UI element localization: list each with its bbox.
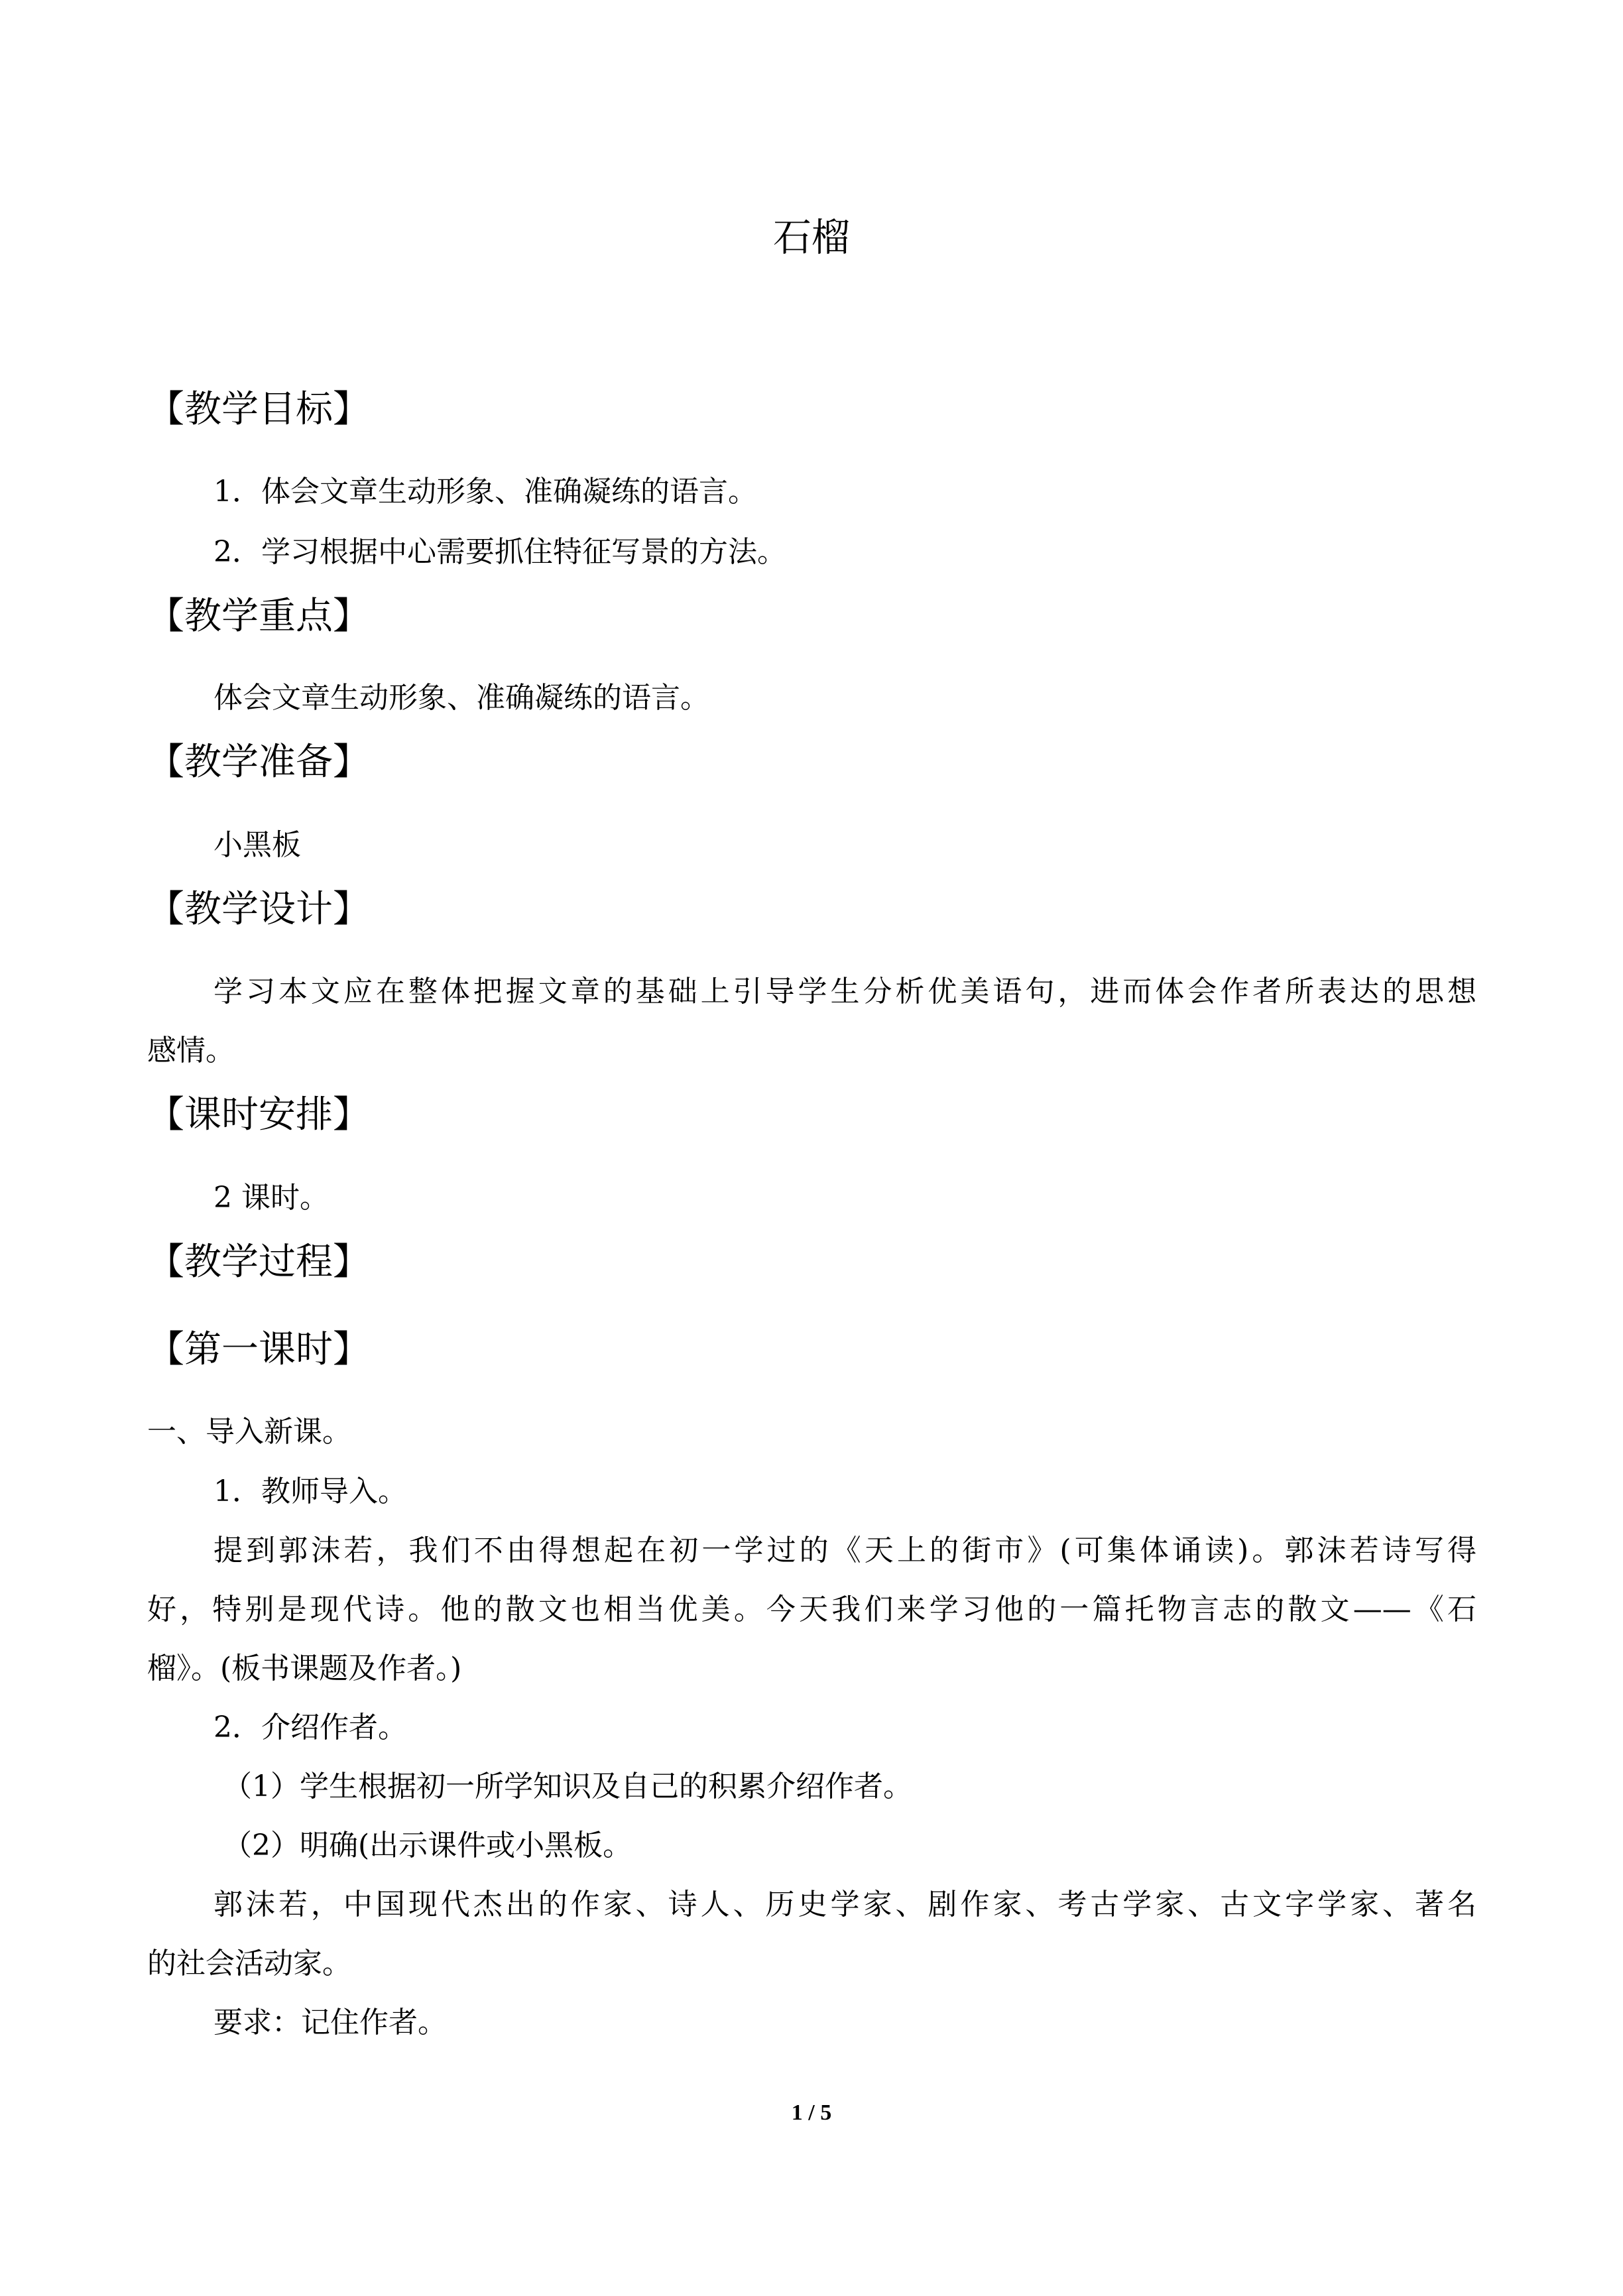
requirement-text: 要求：记住作者。 bbox=[213, 2006, 447, 2039]
section-heading-process: 【教学过程】 bbox=[147, 1240, 370, 1284]
intro-paragraph-line-2: 好，特别是现代诗。他的散文也相当优美。今天我们来学习他的一篇托物言志的散文——《石 bbox=[147, 1593, 1476, 1626]
section-heading-design: 【教学设计】 bbox=[147, 888, 370, 931]
design-text-line-2: 感情。 bbox=[147, 1034, 235, 1067]
document-title: 石榴 bbox=[772, 215, 850, 260]
preparation-text: 小黑板 bbox=[213, 828, 301, 862]
section-heading-lesson-1: 【第一课时】 bbox=[147, 1328, 370, 1371]
schedule-text: 2 课时。 bbox=[213, 1181, 329, 1215]
objective-item-2: 2．学习根据中心需要抓住特征写景的方法。 bbox=[213, 535, 786, 569]
focus-text: 体会文章生动形象、准确凝练的语言。 bbox=[213, 681, 709, 715]
page-number: 1 / 5 bbox=[791, 2100, 832, 2125]
section-heading-focus: 【教学重点】 bbox=[147, 595, 370, 638]
section-heading-preparation: 【教学准备】 bbox=[147, 741, 370, 784]
sub-item-2: （2）明确(出示课件或小黑板。 bbox=[223, 1829, 632, 1862]
intro-paragraph-line-3: 榴》。(板书课题及作者。) bbox=[147, 1652, 462, 1685]
section-heading-objectives: 【教学目标】 bbox=[147, 388, 370, 431]
intro-paragraph-line-1: 提到郭沫若，我们不由得想起在初一学过的《天上的街市》(可集体诵读)。郭沫若诗写得 bbox=[213, 1534, 1476, 1567]
objective-item-1: 1．体会文章生动形象、准确凝练的语言。 bbox=[213, 475, 757, 509]
section-heading-schedule: 【课时安排】 bbox=[147, 1093, 370, 1136]
author-paragraph-line-2: 的社会活动家。 bbox=[147, 1947, 351, 1980]
design-text-line-1: 学习本文应在整体把握文章的基础上引导学生分析优美语句，进而体会作者所表达的思想 bbox=[213, 975, 1476, 1008]
step-author-intro: 2．介绍作者。 bbox=[213, 1711, 407, 1744]
sub-item-1: （1）学生根据初一所学知识及自己的积累介绍作者。 bbox=[223, 1770, 912, 1803]
step-intro-new-lesson: 一、导入新课。 bbox=[147, 1415, 351, 1449]
author-paragraph-line-1: 郭沫若，中国现代杰出的作家、诗人、历史学家、剧作家、考古学家、古文字学家、著名 bbox=[213, 1888, 1476, 1921]
step-teacher-intro: 1．教师导入。 bbox=[213, 1475, 407, 1508]
